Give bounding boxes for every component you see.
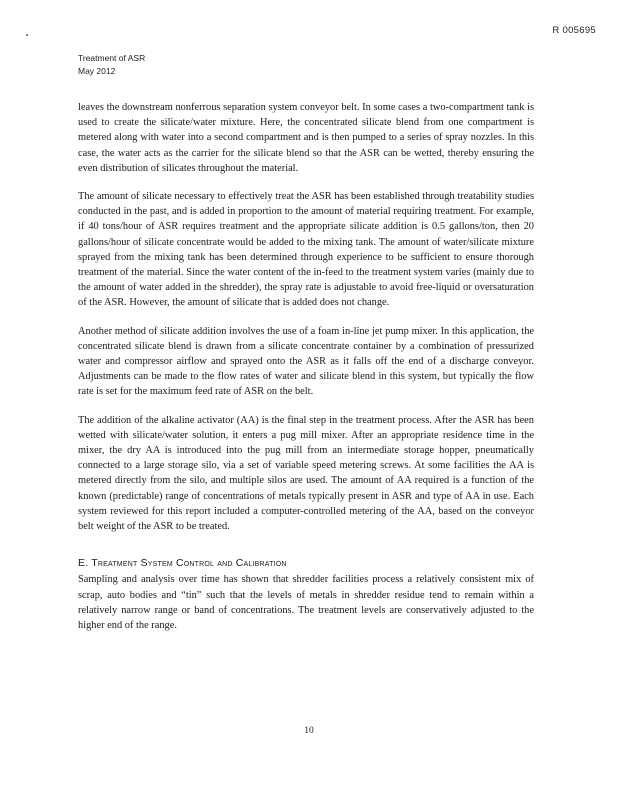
body-text — [78, 100, 534, 646]
paragraph: leaves the downstream nonferrous separation system conveyor belt. In some cases a two-compartment tank is used to create the silicate/water mixture. Here, the concentrated silicate blend from one compartment is metered along with water into a second compartment and is then pumped to a series of spray nozzles. In this case, the water acts as the carrier for the silicate blend so that the ASR can be wetted, thereby ensuring the even distribution of silicates throughout the material. — [78, 102, 534, 174]
paragraph: The addition of the alkaline activator (AA) is the final step in the treatment process. After the ASR has been wetted with silicate/water solution, it enters a pug mill mixer. After an appropriate residence time in the mixer, the dry AA is introduced into the pug mill from an intermediate storage hopper, pneumatically connected to a large storage silo, via a set of variable speed metering screws. At some facilities the AA is metered directly from the silo, and multiple silos are used. The amount of AA required is a function of the known (predictable) range of concentrations of metals typically present in ASR and type of AA in use. Each system reviewed for this report included a computer-controlled metering of the AA, based on the conveyor belt weight of the ASR to be treated. — [78, 414, 534, 533]
scan-speck — [26, 34, 28, 36]
bates-number: R 005695 — [552, 25, 596, 36]
header-title: Treatment of ASR — [78, 53, 146, 63]
running-header — [78, 52, 145, 78]
paragraph: The amount of silicate necessary to effectively treat the ASR has been established through treatability studies conducted in the past, and is added in proportion to the amount of material requiring treatment. For example, if 40 tons/hour of ASR requires treatment and the appropriate silicate addition is 0.5 gallons/ton, then 20 gallons/hour of silicate concentrate would be added to the mixing tank. The amount of water/silicate mixture sprayed from the mixing tank has been determined through experience to be sufficient to ensure thorough treatment of the material. Since the water content of the in-feed to the treatment system varies (mainly due to the amount of water added in the shredder), the spray rate is adjustable to avoid free-liquid or oversaturation of the ASR. However, the amount of silicate that is added does not change. — [78, 191, 534, 309]
page-number: 10 — [304, 726, 314, 736]
paragraph: Another method of silicate addition involves the use of a foam in-line jet pump mixer. In this application, the concentrated silicate blend is drawn from a silicate concentrate container by a combination of pressurized water and compressor airflow and sprayed onto the ASR as it falls off the end of a discharge conveyor. Adjustments can be made to the flow rates of water and silicate blend in this system, but typically the flow rate is set for the maximum feed rate of ASR on the belt. — [78, 325, 534, 398]
header-date: May 2012 — [78, 66, 116, 76]
section-heading: E. Treatment System Control and Calibration — [78, 557, 287, 570]
section-paragraph: Sampling and analysis over time has shown that shredder facilities process a relatively consistent mix of scrap, auto bodies and “tin” such that the levels of metals in shredder residue tend to remain within a relatively narrow range or band of concentrations. The treatment levels are conservatively adjusted to the higher end of the range. — [78, 574, 534, 632]
